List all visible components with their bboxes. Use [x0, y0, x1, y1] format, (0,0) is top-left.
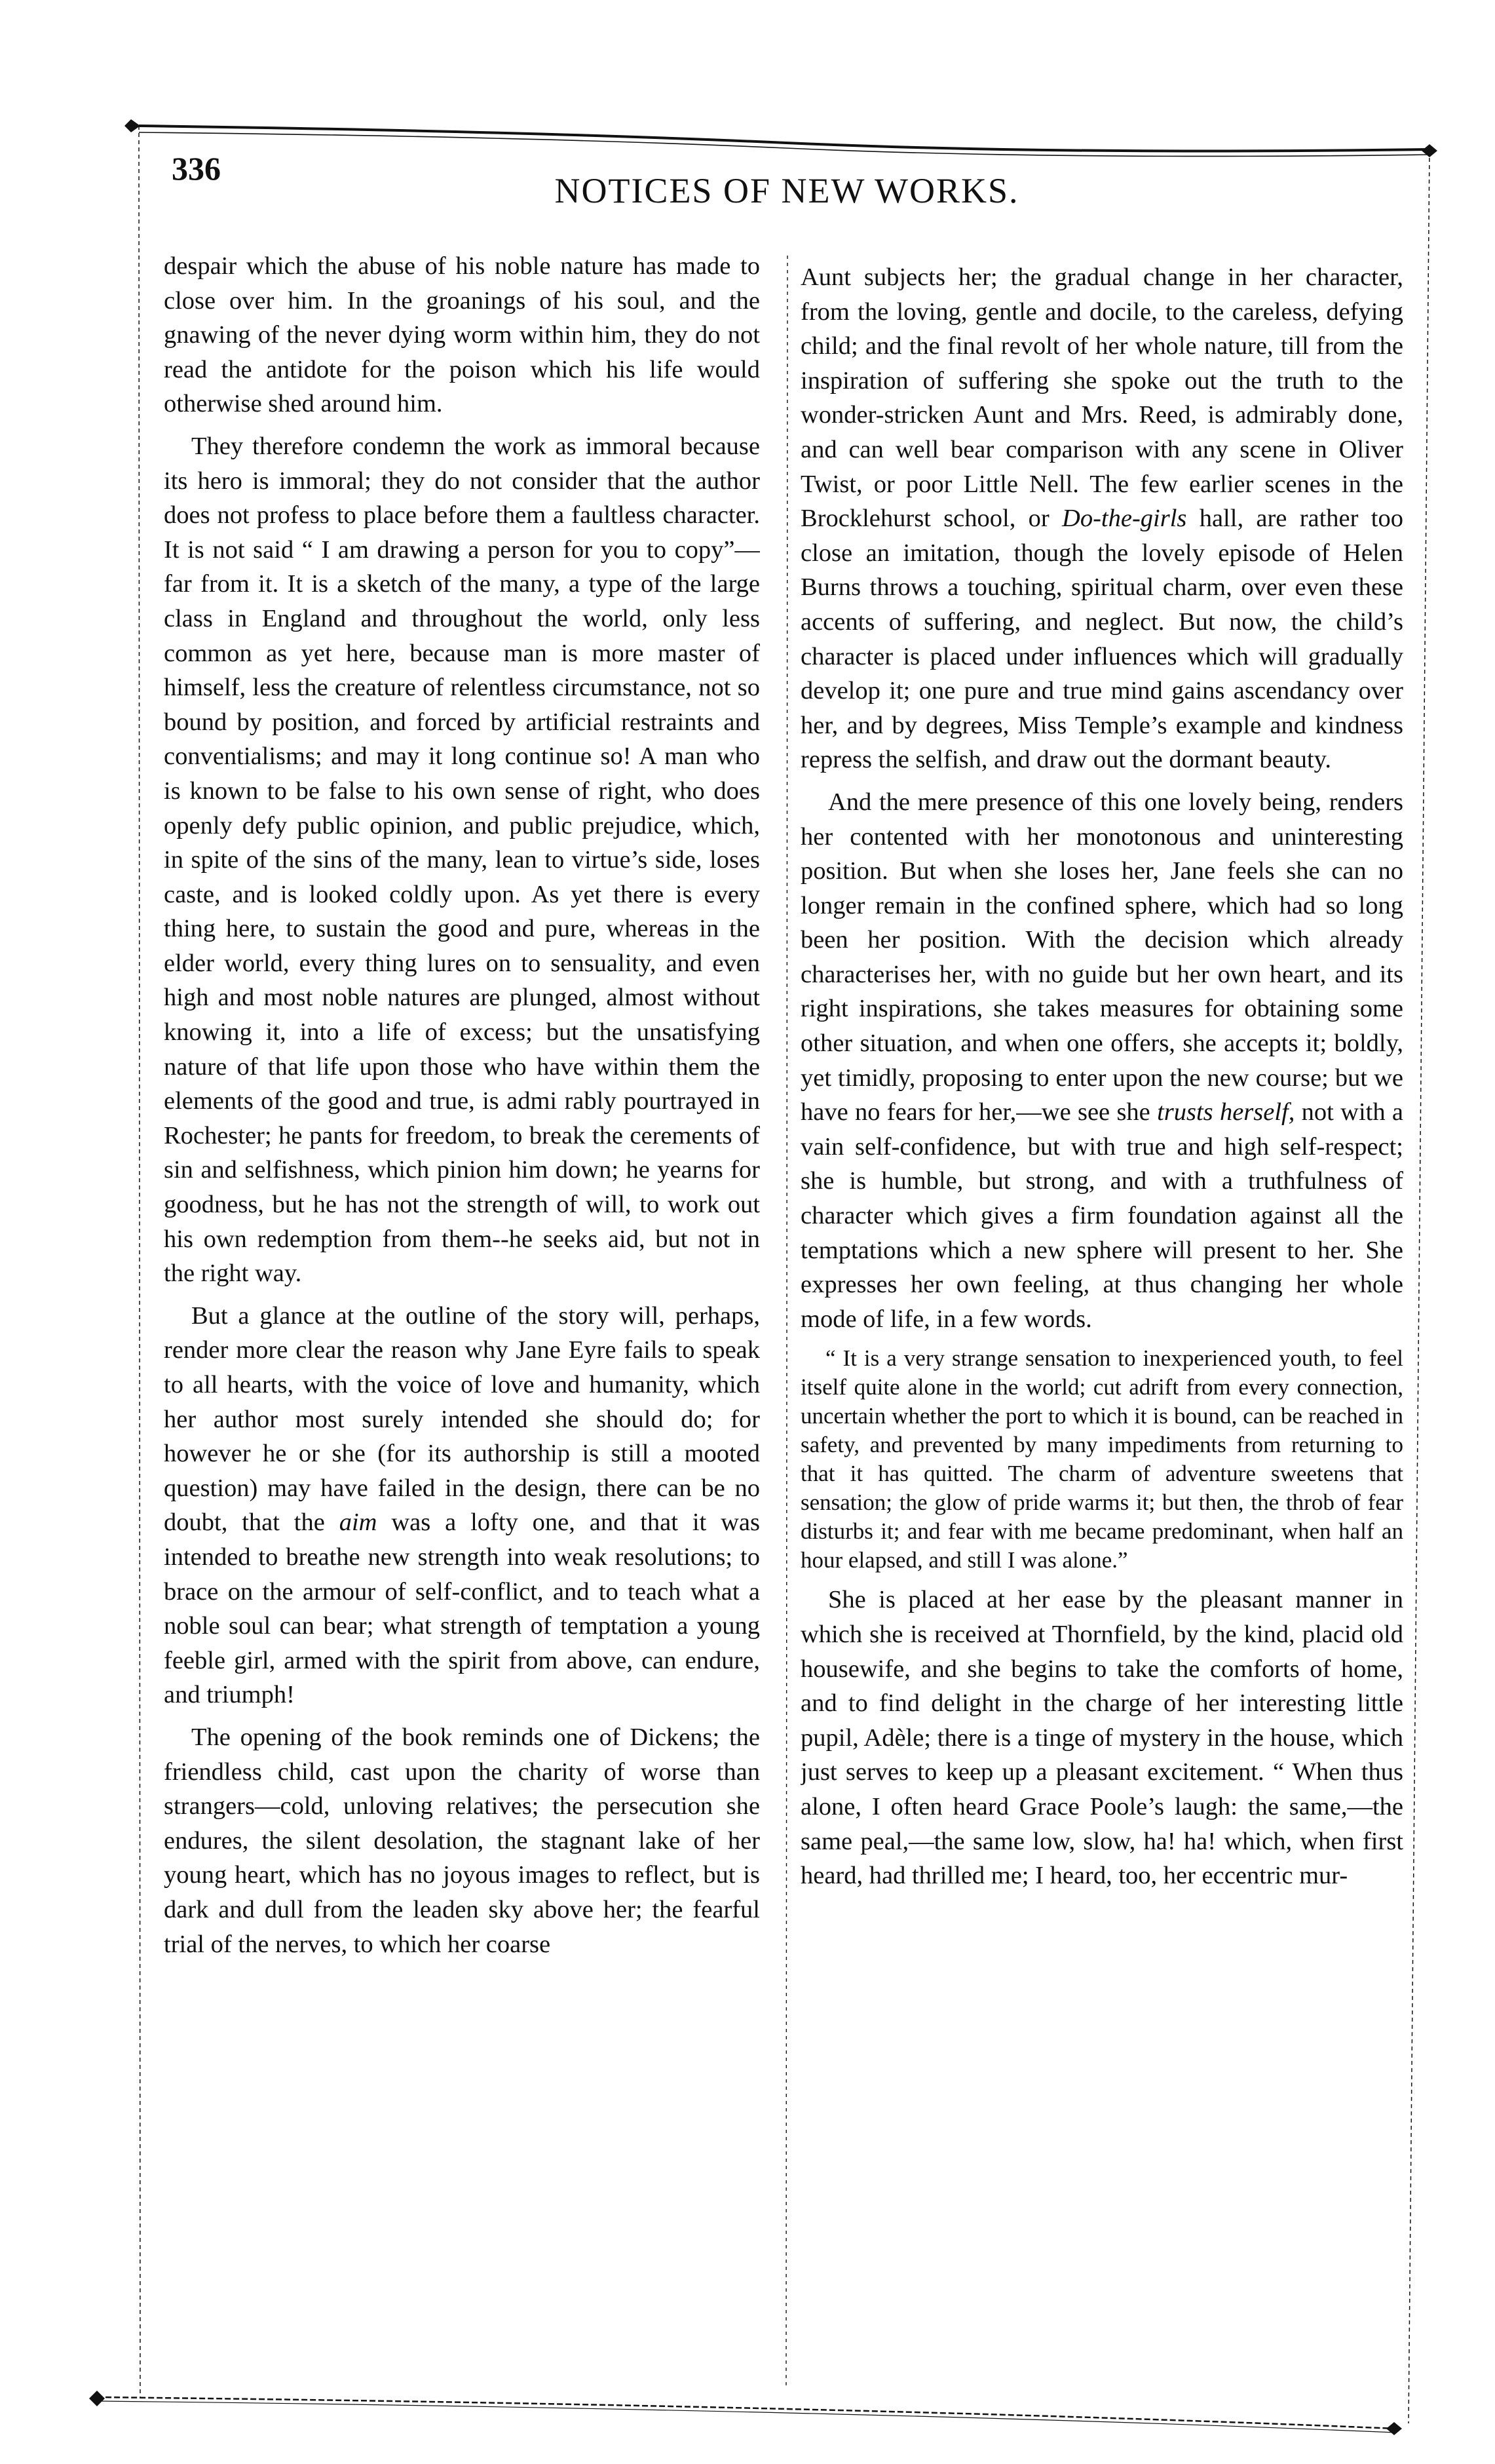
left-paragraph-3-text-b: was a lofty one, and that it was intended to breathe new strength into weak resolutions; to brace on the armour of self-conflict, and to teach what a noble soul can bear; what strength of temptation a young feeble girl, armed with the spirit from above, can endure, and triumph!	[164, 1509, 760, 1709]
right-paragraph-3: She is placed at her ease by the pleasant manner in which she is received at Thornfield, by the kind, placid old housewife, and she begins to take the comforts of home, and to find delight in the charge of her interesting little pupil, Adèle; there is a tinge of mystery in the house, which just serves to keep up a pleasant excitement. “ When thus alone, I often heard Grace Poole’s laugh: the same,—the same peal,—the same low, slow, ha! ha! which, when first heard, had thrilled me; I heard, too, her eccentric mur-	[801, 1586, 1403, 1890]
right-paragraph-2-text-b: not with a vain self-confidence, but with true and high self-respect; she is humble, but strong, and with a truthfulness of character which gives a firm foundation against all the temptations which a new sphere will present to her. She expresses her own feeling, at thus changing her whole mode of life, in a few words.	[801, 1098, 1403, 1333]
left-paragraph-2: They therefore condemn the work as immoral because its hero is immoral; they do not consider that the author does not profess to place before them a faultless character. It is not said “ I am drawing a person for you to copy”—far from it. It is a sketch of the many, a type of the large class in England and throughout the world, only less common as yet here, because man is more master of himself, less the creature of relentless circumstance, not so bound by position, and forced by artificial restraints and conventialisms; and may it long continue so! A man who is known to be false to his own sense of right, who does openly defy public opinion, and public prejudice, which, in spite of the sins of the many, lean to virtue’s side, loses caste, and is looked coldly upon. As yet there is every thing here, to sustain the good and pure, whereas in the elder world, every thing lures on to sensuality, and even high and most noble natures are plunged, almost without knowing it, into a life of excess; but the unsatisfying nature of that life upon those who have within them the elements of the good and true, is admi rably pourtrayed in Rochester; he pants for freedom, to break the cerements of sin and selfishness, which pinion him down; he yearns for goodness, but he has not the strength of will, to work out his own redemption from them--he seeks aid, but not in the right way.	[164, 432, 760, 1288]
right-paragraph-2	[801, 785, 1403, 1337]
right-paragraph-1-emphasis: Do-the-girls	[1062, 505, 1187, 533]
right-paragraph-1-text-a: Aunt subjects her; the gradual change in her character, from the loving, gentle and docile, to the careless, defying child; and the final revolt of her whole nature, till from the inspiration of suffering she spoke out the truth to the wonder-stricken Aunt and Mrs. Reed, is admirably done, and can well bear comparison with any scene in Oliver Twist, or poor Little Nell. The few earlier scenes in the Brocklehurst school, or	[801, 263, 1403, 533]
left-paragraph-3-emphasis: aim	[339, 1509, 377, 1537]
left-paragraph-4: The opening of the book reminds one of Dickens; the friendless child, cast upon the charity of worse than strangers—cold, unloving relatives; the persecution she endures, the silent desolation, the stagnant lake of her young heart, which has no joyous images to reflect, but is dark and dull from the leaden sky above her; the fearful trial of the nerves, to which her coarse	[164, 1723, 760, 1958]
corner-ornament-bottom-right	[1386, 2422, 1402, 2435]
block-quote: “ It is a very strange sensation to inexperienced youth, to feel itself quite alone in the world; cut adrift from every connection, uncertain whether the port to which it is bound, can be reached in safety, and prevented by many impediments from returning to that it has quitted. The charm of adventure sweetens that sensation; the glow of pride warms it; but then, the throb of fear disturbs it; and fear with me became predominant, when half an hour elapsed, and still I was alone.”	[801, 1345, 1403, 1573]
right-paragraph-1-text-b: hall, are rather too close an imitation, though the lovely episode of Helen Burns throws a touching, spiritual charm, over even these accents of suffering, and neglect. But now, the child’s character is placed under influences which will gradually develop it; one pure and true mind gains ascendancy over her, and by degrees, Miss Temple’s example and kindness repress the selfish, and draw out the dormant beauty.	[801, 505, 1403, 774]
right-paragraph-2-text-a: And the mere presence of this one lovely being, renders her contented with her monotonous and uninteresting position. But when she loses her, Jane feels she can no longer remain in the confined sphere, which had so long been her position. With the decision which already characterises her, with no guide but her own heart, and its right inspirations, she takes measures for obtaining some other situation, and when one offers, she accepts it; boldly, yet timidly, proposing to enter upon the new course; but we have no fears for her,—we see she	[801, 788, 1403, 1126]
right-paragraph-1	[801, 260, 1403, 777]
right-column	[801, 260, 1403, 2292]
left-paragraph-3-text-a: But a glance at the outline of the story will, perhaps, render more clear the reason why Jane Eyre fails to speak to all hearts, with the voice of love and humanity, which her author most surely intended she should do; for however he or she (for its authorship is still a mooted question) may have failed in the design, there can be no doubt, that the	[164, 1301, 760, 1537]
running-title: NOTICES OF NEW WORKS.	[554, 171, 1019, 210]
corner-ornament-top-left	[124, 119, 140, 132]
right-paragraph-2-emphasis: trusts herself,	[1157, 1098, 1295, 1126]
page-number: 336	[172, 150, 221, 187]
left-paragraph-1: despair which the abuse of his noble nature has made to close over him. In the groanings of his soul, and the gnawing of the never dying worm within him, they do not read the antidote for the poison which his life would otherwise shed around him.	[164, 252, 760, 418]
left-paragraph-3	[164, 1299, 760, 1712]
left-column	[164, 249, 760, 2281]
corner-ornament-bottom-left	[89, 2391, 105, 2406]
corner-ornament-top-right	[1422, 144, 1437, 157]
